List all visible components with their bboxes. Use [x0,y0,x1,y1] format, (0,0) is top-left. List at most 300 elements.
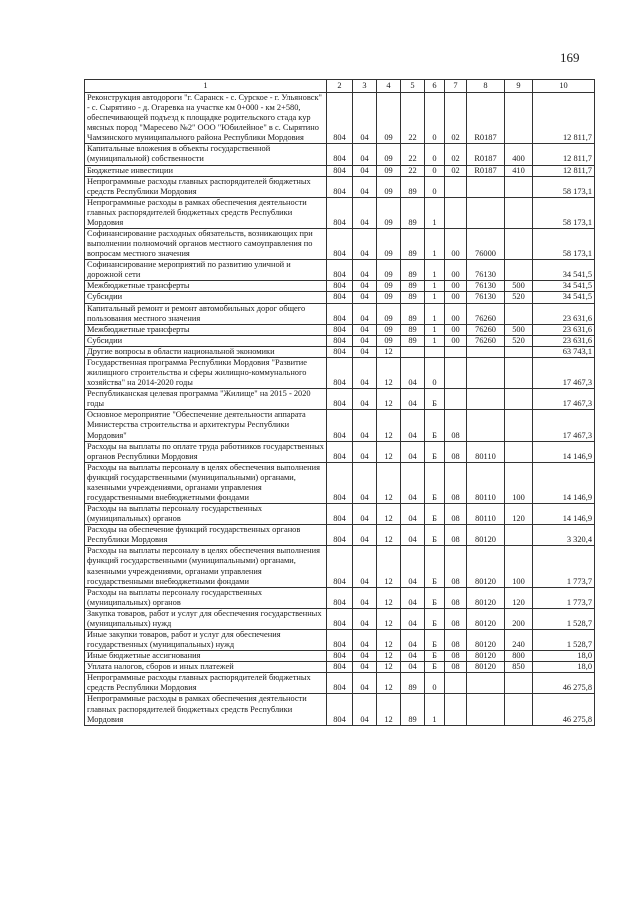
direction-cell [467,673,505,694]
expense-type-cell: 200 [505,608,533,629]
header-cell: 1 [85,80,327,93]
amount-cell: 14 146,9 [533,462,595,503]
subprogram-cell: 1 [425,324,445,335]
item-name-cell: Межбюджетные трансферты [85,281,327,292]
code-cell: 804 [327,335,353,346]
amount-cell: 1 528,7 [533,608,595,629]
subprogram-cell: Б [425,389,445,410]
section-cell: 04 [353,281,377,292]
item-name-cell: Непрограммные расходы в рамках обеспечения деятельности главных распорядителей бюджетных средств Республики Мордовия [85,694,327,725]
expense-type-cell [505,410,533,441]
expense-type-cell: 120 [505,504,533,525]
item-name-cell: Капитальный ремонт и ремонт автомобильных дорог общего пользования местного значения [85,303,327,324]
section-cell: 04 [353,93,377,144]
subsection-cell: 12 [377,462,401,503]
event-cell: 08 [445,651,467,662]
direction-cell: 80120 [467,525,505,546]
subsection-cell: 09 [377,144,401,165]
amount-cell: 34 541,5 [533,281,595,292]
subsection-cell: 12 [377,346,401,357]
section-cell: 04 [353,324,377,335]
expense-type-cell [505,389,533,410]
program-cell: 04 [401,410,425,441]
subprogram-cell: 0 [425,673,445,694]
event-cell [445,357,467,388]
expense-type-cell [505,673,533,694]
amount-cell: 18,0 [533,651,595,662]
subsection-cell: 12 [377,546,401,587]
event-cell: 00 [445,303,467,324]
direction-cell: 80110 [467,504,505,525]
code-cell: 804 [327,651,353,662]
section-cell: 04 [353,673,377,694]
subsection-cell: 09 [377,281,401,292]
expense-type-cell: 500 [505,324,533,335]
subprogram-cell: 1 [425,197,445,228]
subsection-cell: 09 [377,292,401,303]
item-name-cell: Реконструкция автодороги "г. Саранск - с. Сурское - г. Ульяновск" - с. Сырятино - д. Огаревка на участке км 0+000 - км 2+580, обеспечивающей подъезд к площадке родительского стада кур мясных пород "Маресево №2" ООО "Юбилейное" в с. Сырятино Чамзинского муниципального района Республики Мордовия [85,93,327,144]
expense-type-cell [505,229,533,260]
subprogram-cell: 1 [425,229,445,260]
program-cell: 04 [401,462,425,503]
expense-type-cell [505,694,533,725]
expense-type-cell [505,176,533,197]
section-cell: 04 [353,229,377,260]
direction-cell: 76130 [467,292,505,303]
table-row [85,546,595,587]
program-cell: 04 [401,608,425,629]
event-cell: 00 [445,281,467,292]
subprogram-cell: 1 [425,260,445,281]
event-cell [445,389,467,410]
section-cell: 04 [353,197,377,228]
program-cell: 04 [401,357,425,388]
amount-cell: 34 541,5 [533,292,595,303]
event-cell: 08 [445,504,467,525]
event-cell: 08 [445,410,467,441]
subprogram-cell [425,346,445,357]
table-row [85,525,595,546]
amount-cell: 17 467,3 [533,389,595,410]
amount-cell: 17 467,3 [533,410,595,441]
section-cell: 04 [353,260,377,281]
direction-cell: 80120 [467,546,505,587]
header-cell: 2 [327,80,353,93]
section-cell: 04 [353,144,377,165]
table-row [85,281,595,292]
event-cell: 08 [445,587,467,608]
amount-cell: 23 631,6 [533,324,595,335]
program-cell: 22 [401,165,425,176]
expense-type-cell: 240 [505,629,533,650]
subsection-cell: 09 [377,335,401,346]
event-cell: 08 [445,546,467,587]
code-cell: 804 [327,587,353,608]
subsection-cell: 12 [377,694,401,725]
item-name-cell: Межбюджетные трансферты [85,324,327,335]
code-cell: 804 [327,441,353,462]
subprogram-cell: 1 [425,694,445,725]
amount-cell: 17 467,3 [533,357,595,388]
event-cell: 08 [445,629,467,650]
table-row [85,292,595,303]
table-row [85,197,595,228]
amount-cell: 18,0 [533,662,595,673]
section-cell: 04 [353,335,377,346]
subprogram-cell: Б [425,441,445,462]
subprogram-cell: 1 [425,303,445,324]
expense-type-cell [505,303,533,324]
expense-type-cell: 400 [505,144,533,165]
table-body [85,93,595,726]
subsection-cell: 09 [377,93,401,144]
expense-type-cell: 120 [505,587,533,608]
subsection-cell: 12 [377,587,401,608]
header-cell: 5 [401,80,425,93]
event-cell: 02 [445,93,467,144]
direction-cell: R0187 [467,93,505,144]
expense-type-cell: 800 [505,651,533,662]
code-cell: 804 [327,260,353,281]
direction-cell: 80120 [467,629,505,650]
direction-cell: R0187 [467,165,505,176]
item-name-cell: Софинансирование расходных обязательств, возникающих при выполнении полномочий органов местного самоуправления по вопросам местного значения [85,229,327,260]
code-cell: 804 [327,608,353,629]
budget-table [84,79,595,726]
code-cell: 804 [327,673,353,694]
subsection-cell: 12 [377,441,401,462]
table-row [85,260,595,281]
code-cell: 804 [327,694,353,725]
subprogram-cell: Б [425,651,445,662]
item-name-cell: Государственная программа Республики Мордовия "Развитие жилищного строительства и сферы жилищно-коммунального хозяйства" на 2014-2020 годы [85,357,327,388]
table-row [85,176,595,197]
amount-cell: 46 275,8 [533,694,595,725]
amount-cell: 23 631,6 [533,303,595,324]
direction-cell: 80120 [467,651,505,662]
expense-type-cell [505,357,533,388]
expense-type-cell: 850 [505,662,533,673]
section-cell: 04 [353,504,377,525]
event-cell [445,197,467,228]
item-name-cell: Уплата налогов, сборов и иных платежей [85,662,327,673]
program-cell: 89 [401,694,425,725]
subsection-cell: 09 [377,229,401,260]
expense-type-cell [505,93,533,144]
program-cell: 04 [401,662,425,673]
program-cell: 04 [401,504,425,525]
amount-cell: 58 173,1 [533,229,595,260]
program-cell: 04 [401,389,425,410]
item-name-cell: Республиканская целевая программа "Жилище" на 2015 - 2020 годы [85,389,327,410]
direction-cell: 80110 [467,462,505,503]
section-cell: 04 [353,176,377,197]
amount-cell: 3 320,4 [533,525,595,546]
item-name-cell: Капитальные вложения в объекты государственной (муниципальной) собственности [85,144,327,165]
section-cell: 04 [353,587,377,608]
direction-cell: 76260 [467,335,505,346]
subprogram-cell: 0 [425,357,445,388]
item-name-cell: Софинансирование мероприятий по развитию уличной и дорожной сети [85,260,327,281]
item-name-cell: Расходы на выплаты персоналу в целях обеспечения выполнения функций государственными (муниципальными) органами, казенными учреждениями, органами управления государственными внебюджетными фондами [85,462,327,503]
program-cell: 04 [401,525,425,546]
subprogram-cell: 0 [425,93,445,144]
event-cell: 08 [445,608,467,629]
event-cell: 08 [445,662,467,673]
amount-cell: 1 773,7 [533,546,595,587]
program-cell: 89 [401,281,425,292]
item-name-cell: Непрограммные расходы главных распорядителей бюджетных средств Республики Мордовия [85,673,327,694]
program-cell [401,346,425,357]
event-cell [445,694,467,725]
expense-type-cell: 100 [505,546,533,587]
direction-cell [467,357,505,388]
event-cell: 02 [445,165,467,176]
expense-type-cell: 520 [505,292,533,303]
table-row [85,662,595,673]
item-name-cell: Субсидии [85,335,327,346]
header-row [85,80,595,93]
table-row [85,357,595,388]
amount-cell: 1 773,7 [533,587,595,608]
code-cell: 804 [327,389,353,410]
subprogram-cell: 0 [425,165,445,176]
section-cell: 04 [353,694,377,725]
subsection-cell: 12 [377,410,401,441]
subsection-cell: 12 [377,608,401,629]
subprogram-cell: Б [425,546,445,587]
program-cell: 04 [401,629,425,650]
event-cell: 00 [445,335,467,346]
event-cell: 00 [445,229,467,260]
expense-type-cell [505,260,533,281]
table-row [85,587,595,608]
section-cell: 04 [353,441,377,462]
program-cell: 89 [401,229,425,260]
table-row [85,303,595,324]
expense-type-cell [505,525,533,546]
table-row [85,389,595,410]
table-row [85,410,595,441]
amount-cell: 58 173,1 [533,197,595,228]
header-cell: 6 [425,80,445,93]
section-cell: 04 [353,462,377,503]
subprogram-cell: Б [425,525,445,546]
subprogram-cell: 1 [425,281,445,292]
expense-type-cell: 100 [505,462,533,503]
code-cell: 804 [327,410,353,441]
program-cell: 89 [401,197,425,228]
subsection-cell: 12 [377,525,401,546]
direction-cell [467,176,505,197]
table-row [85,462,595,503]
page-number: 169 [560,50,580,65]
code-cell: 804 [327,525,353,546]
event-cell [445,346,467,357]
expense-type-cell [505,197,533,228]
section-cell: 04 [353,651,377,662]
amount-cell: 34 541,5 [533,260,595,281]
event-cell [445,176,467,197]
item-name-cell: Расходы на выплаты персоналу в целях обеспечения выполнения функций государственными (муниципальными) органами, казенными учреждениями, органами управления государственными внебюджетными фондами [85,546,327,587]
program-cell: 04 [401,441,425,462]
table-row [85,165,595,176]
direction-cell: R0187 [467,144,505,165]
subprogram-cell: 0 [425,176,445,197]
subprogram-cell: Б [425,608,445,629]
event-cell: 08 [445,525,467,546]
direction-cell [467,694,505,725]
code-cell: 804 [327,197,353,228]
subsection-cell: 12 [377,629,401,650]
amount-cell: 58 173,1 [533,176,595,197]
subprogram-cell: Б [425,629,445,650]
amount-cell: 46 275,8 [533,673,595,694]
direction-cell: 80120 [467,608,505,629]
direction-cell: 80110 [467,441,505,462]
item-name-cell: Иные закупки товаров, работ и услуг для обеспечения государственных (муниципальных) нужд [85,629,327,650]
expense-type-cell: 520 [505,335,533,346]
program-cell: 89 [401,303,425,324]
code-cell: 804 [327,629,353,650]
subprogram-cell: Б [425,462,445,503]
subsection-cell: 09 [377,324,401,335]
event-cell: 00 [445,292,467,303]
section-cell: 04 [353,389,377,410]
section-cell: 04 [353,292,377,303]
code-cell: 804 [327,144,353,165]
event-cell: 08 [445,462,467,503]
event-cell [445,673,467,694]
subsection-cell: 12 [377,357,401,388]
code-cell: 804 [327,281,353,292]
item-name-cell: Расходы на выплаты по оплате труда работников государственных органов Республики Мордовия [85,441,327,462]
section-cell: 04 [353,546,377,587]
section-cell: 04 [353,608,377,629]
subprogram-cell: Б [425,504,445,525]
header-cell: 4 [377,80,401,93]
table-row [85,673,595,694]
program-cell: 89 [401,176,425,197]
program-cell: 89 [401,673,425,694]
subsection-cell: 12 [377,662,401,673]
code-cell: 804 [327,176,353,197]
direction-cell [467,346,505,357]
item-name-cell: Бюджетные инвестиции [85,165,327,176]
table-row [85,504,595,525]
item-name-cell: Иные бюджетные ассигнования [85,651,327,662]
subsection-cell: 09 [377,176,401,197]
amount-cell: 12 811,7 [533,144,595,165]
section-cell: 04 [353,357,377,388]
subprogram-cell: 1 [425,335,445,346]
section-cell: 04 [353,629,377,650]
direction-cell: 80120 [467,587,505,608]
expense-type-cell: 500 [505,281,533,292]
code-cell: 804 [327,504,353,525]
program-cell: 89 [401,292,425,303]
subprogram-cell: 1 [425,292,445,303]
program-cell: 04 [401,546,425,587]
code-cell: 804 [327,662,353,673]
amount-cell: 14 146,9 [533,441,595,462]
program-cell: 04 [401,587,425,608]
code-cell: 804 [327,462,353,503]
table-row [85,324,595,335]
code-cell: 804 [327,165,353,176]
expense-type-cell [505,441,533,462]
table-row [85,335,595,346]
table-row [85,651,595,662]
code-cell: 804 [327,346,353,357]
table-row [85,229,595,260]
direction-cell: 76000 [467,229,505,260]
code-cell: 804 [327,324,353,335]
header-cell: 3 [353,80,377,93]
subprogram-cell: Б [425,410,445,441]
item-name-cell: Непрограммные расходы главных распорядителей бюджетных средств Республики Мордовия [85,176,327,197]
section-cell: 04 [353,346,377,357]
program-cell: 22 [401,93,425,144]
amount-cell: 14 146,9 [533,504,595,525]
section-cell: 04 [353,303,377,324]
program-cell: 04 [401,651,425,662]
header-cell: 9 [505,80,533,93]
subsection-cell: 09 [377,260,401,281]
amount-cell: 23 631,6 [533,335,595,346]
header-cell: 8 [467,80,505,93]
direction-cell [467,410,505,441]
amount-cell: 1 528,7 [533,629,595,650]
subprogram-cell: Б [425,587,445,608]
item-name-cell: Другие вопросы в области национальной экономики [85,346,327,357]
subsection-cell: 09 [377,165,401,176]
amount-cell: 12 811,7 [533,93,595,144]
direction-cell: 80120 [467,662,505,673]
subsection-cell: 12 [377,673,401,694]
table-row [85,629,595,650]
direction-cell: 76130 [467,281,505,292]
item-name-cell: Субсидии [85,292,327,303]
amount-cell: 63 743,1 [533,346,595,357]
header-cell: 10 [533,80,595,93]
direction-cell: 76260 [467,324,505,335]
direction-cell: 76260 [467,303,505,324]
table-row [85,144,595,165]
table-row [85,346,595,357]
event-cell: 00 [445,260,467,281]
code-cell: 804 [327,229,353,260]
subprogram-cell: Б [425,662,445,673]
subsection-cell: 09 [377,303,401,324]
subsection-cell: 09 [377,197,401,228]
program-cell: 22 [401,144,425,165]
event-cell: 08 [445,441,467,462]
table-row [85,93,595,144]
subsection-cell: 12 [377,651,401,662]
program-cell: 89 [401,335,425,346]
amount-cell: 12 811,7 [533,165,595,176]
expense-type-cell: 410 [505,165,533,176]
section-cell: 04 [353,525,377,546]
table-row [85,608,595,629]
item-name-cell: Основное мероприятие "Обеспечение деятельности аппарата Министерства строительства и архитектуры Республики Мордовия" [85,410,327,441]
code-cell: 804 [327,292,353,303]
item-name-cell: Расходы на выплаты персоналу государственных (муниципальных) органов [85,504,327,525]
code-cell: 804 [327,303,353,324]
program-cell: 89 [401,260,425,281]
code-cell: 804 [327,357,353,388]
